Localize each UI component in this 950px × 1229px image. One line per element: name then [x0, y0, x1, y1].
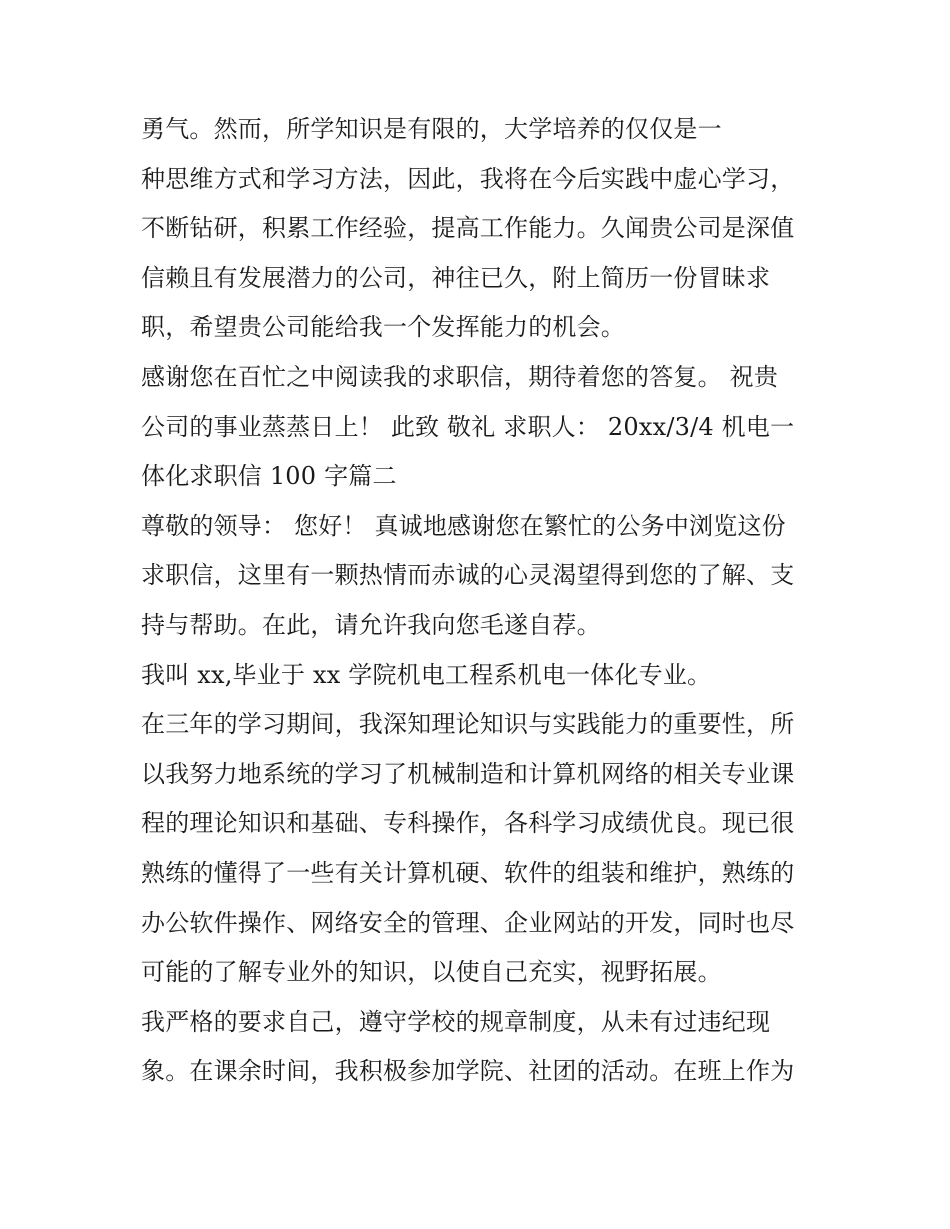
text-line: 不断钻研，积累工作经验，提高工作能力。久闻贵公司是深值: [141, 214, 795, 243]
text-line: 我严格的要求自己，遵守学校的规章制度，从未有过违纪现: [141, 1007, 771, 1036]
text-line: 办公软件操作、网络安全的管理、企业网站的开发，同时也尽: [141, 908, 795, 937]
text-line: 程的理论知识和基础、专科操作，各科学习成绩优良。现已很: [141, 809, 795, 838]
text-line: 公司的事业蒸蒸日上！ 此致 敬礼 求职人： 20xx/3/4 机电一: [141, 412, 795, 441]
text-line: 可能的了解专业外的知识，以使自己充实，视野拓展。: [141, 958, 722, 987]
text-line: 勇气。然而，所学知识是有限的，大学培养的仅仅是一: [141, 115, 722, 143]
text-line: 种思维方式和学习方法，因此，我将在今后实践中虚心学习，: [141, 164, 795, 193]
text-line: 在三年的学习期间，我深知理论知识与实践能力的重要性，所: [141, 710, 795, 739]
text-line: 职，希望贵公司能给我一个发挥能力的机会。: [141, 313, 625, 342]
text-line: 我叫 xx,毕业于 xx 学院机电工程系机电一体化专业。: [141, 660, 712, 689]
text-line: 体化求职信 100 字篇二: [141, 462, 397, 491]
text-line: 尊敬的领导： 您好！ 真诚地感谢您在繁忙的公务中浏览这份: [141, 511, 786, 540]
text-line: 熟练的懂得了一些有关计算机硬、软件的组装和维护，熟练的: [141, 858, 795, 887]
text-line: 象。在课余时间，我积极参加学院、社团的活动。在班上作为: [141, 1057, 795, 1086]
text-line: 求职信，这里有一颗热情而赤诚的心灵渴望得到您的了解、支: [141, 561, 795, 590]
text-line: 信赖且有发展潜力的公司，神往已久，附上简历一份冒昧求: [141, 263, 771, 292]
text-line: 感谢您在百忙之中阅读我的求职信，期待着您的答复。 祝贵: [141, 362, 779, 391]
text-line: 持与帮助。在此，请允许我向您毛遂自荐。: [141, 610, 601, 639]
text-line: 以我努力地系统的学习了机械制造和计算机网络的相关专业课: [141, 759, 795, 788]
cover-letter-text: [141, 108, 821, 1100]
